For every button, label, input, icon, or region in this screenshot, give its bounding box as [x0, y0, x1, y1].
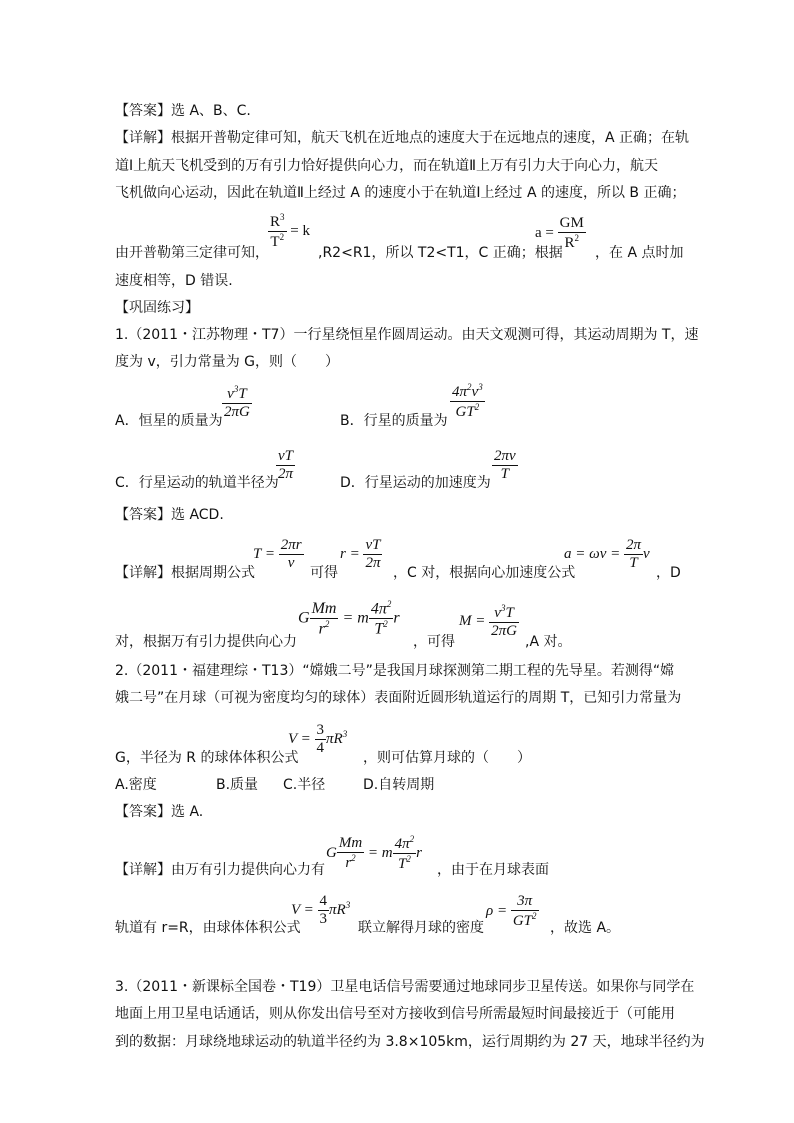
detail-q2-line2a: 轨道有 r=R，由球体体积公式	[115, 920, 301, 936]
detail-1-line4c: ，在 A 点时加	[595, 245, 684, 261]
detail-q2-line2b: 联立解得月球的密度	[358, 920, 484, 936]
q2-choice-c: C.半径	[283, 777, 326, 793]
q1-line1: 1.（2011・江苏物理・T7）一行星绕恒星作圆周运动。由天文观测可得，其运动周期为 T，速	[115, 327, 699, 343]
formula-period: T = $\frac{2\pi r}{v}$	[253, 537, 302, 571]
detail-1-line2: 道Ⅰ上航天飞机受到的万有引力恰好提供向心力，而在轨道Ⅱ上万有引力大于向心力，航天	[115, 158, 659, 174]
formula-option-b: $\frac{4\pi^2v^3}{GT^2}$	[452, 382, 483, 420]
q2-line3a: G，半径为 R 的球体体积公式	[115, 750, 299, 766]
q3-line2: 地面上用卫星电话通话，则从你发出信号至对方接收到信号所需最短时间最接近于（可能用	[115, 1006, 675, 1022]
formula-density: ρ = $\frac{3\pi}{GT^2}$	[486, 893, 537, 929]
detail-1-line4b: ,R2<R1，所以 T2<T1，C 正确；根据	[318, 245, 563, 261]
q1-option-d: D．行星运动的加速度为	[340, 475, 491, 491]
detail-q1-line1c: ，C 对，根据向心加速度公式	[393, 565, 576, 581]
formula-accel-gm: a = $\frac{GM}{R^2}$	[535, 215, 584, 251]
q2-line2: 娥二号”在月球（可视为密度均匀的球体）表面附近圆形轨道运行的周期 T，已知引力常量为	[115, 690, 682, 706]
q3-line3: 到的数据：月球绕地球运动的轨道半径约为 3.8×105km，运行周期约为 27 天，地球半径约为	[115, 1034, 705, 1050]
answer-q1: 【答案】选 ACD.	[115, 507, 224, 523]
q1-option-a: A．恒星的质量为	[115, 413, 223, 429]
formula-sphere-volume-2: V = $\frac{4}{3}$ $\pi R^3$	[291, 893, 351, 927]
q2-choice-a: A.密度	[115, 777, 157, 793]
detail-1-line1: 【详解】根据开普勒定律可知，航天飞机在近地点的速度大于在远地点的速度，A 正确；在轨	[115, 130, 690, 146]
formula-option-d: $\frac{2\pi v}{T}$	[494, 448, 516, 482]
answer-1: 【答案】选 A、B、C.	[115, 103, 251, 119]
detail-1-line4a: 由开普勒第三定律可知，	[115, 245, 269, 261]
q2-choice-d: D.自转周期	[363, 777, 435, 793]
answer-q2: 【答案】选 A.	[115, 804, 204, 820]
formula-radius: r = $\frac{vT}{2\pi}$	[340, 537, 381, 571]
detail-1-line3: 飞机做向心运动，因此在轨道Ⅱ上经过 A 的速度小于在轨道Ⅰ上经过 A 的速度，所以 B 正确；	[115, 185, 686, 201]
detail-q1-line1a: 【详解】根据周期公式	[115, 565, 255, 581]
section-heading: 【巩固练习】	[115, 300, 199, 316]
detail-q1-line2b: ，可得	[413, 634, 455, 650]
formula-kepler3: $\frac{R^3}{T^2}$ = k	[270, 212, 310, 250]
formula-gravity-q2: G $\frac{Mm}{r^2}$ = m $\frac{4\pi^2}{T^2}$ r	[326, 834, 422, 872]
detail-q1-line1d: ，D	[656, 565, 681, 581]
detail-q2-line1b: ，由于在月球表面	[437, 862, 549, 878]
formula-option-c: $\frac{vT}{2\pi}$	[278, 448, 294, 482]
q2-choice-b: B.质量	[216, 777, 259, 793]
detail-q1-line2a: 对，根据万有引力提供向心力	[115, 634, 297, 650]
formula-accel-centripetal: a = ωv = $\frac{2\pi}{T}$ v	[564, 537, 650, 571]
q1-line2: 度为 v，引力常量为 G，则（ ）	[115, 354, 340, 370]
q1-option-b: B．行星的质量为	[340, 413, 448, 429]
formula-sphere-volume: V = $\frac{3}{4}$ $\pi R^3$	[288, 722, 348, 756]
detail-q2-line2c: ，故选 A。	[550, 920, 621, 936]
detail-q2-line1a: 【详解】由万有引力提供向心力有	[115, 862, 325, 878]
formula-option-a: $\frac{v^3T}{2\pi G}$	[224, 384, 250, 420]
q2-line3b: ，则可估算月球的（ ）	[363, 750, 531, 766]
q3-line1: 3.（2011・新课标全国卷・T19）卫星电话信号需要通过地球同步卫星传送。如果你与同学在	[115, 979, 695, 995]
detail-1-line5: 速度相等，D 错误.	[115, 273, 233, 289]
q2-line1: 2.（2011・福建理综・T13）“嫦娥二号”是我国月球探测第二期工程的先导星。若测得“嫦	[115, 663, 675, 679]
detail-q1-line1b: 可得	[310, 565, 338, 581]
detail-q1-line2c: ,A 对。	[525, 634, 572, 650]
q1-option-c: C．行星运动的轨道半径为	[115, 475, 279, 491]
formula-gravity-centripetal: G $\frac{Mm}{r^2}$ = m $\frac{4\pi^2}{T^2}$ r	[298, 599, 400, 638]
formula-star-mass: M = $\frac{v^3T}{2\pi G}$	[459, 603, 517, 639]
